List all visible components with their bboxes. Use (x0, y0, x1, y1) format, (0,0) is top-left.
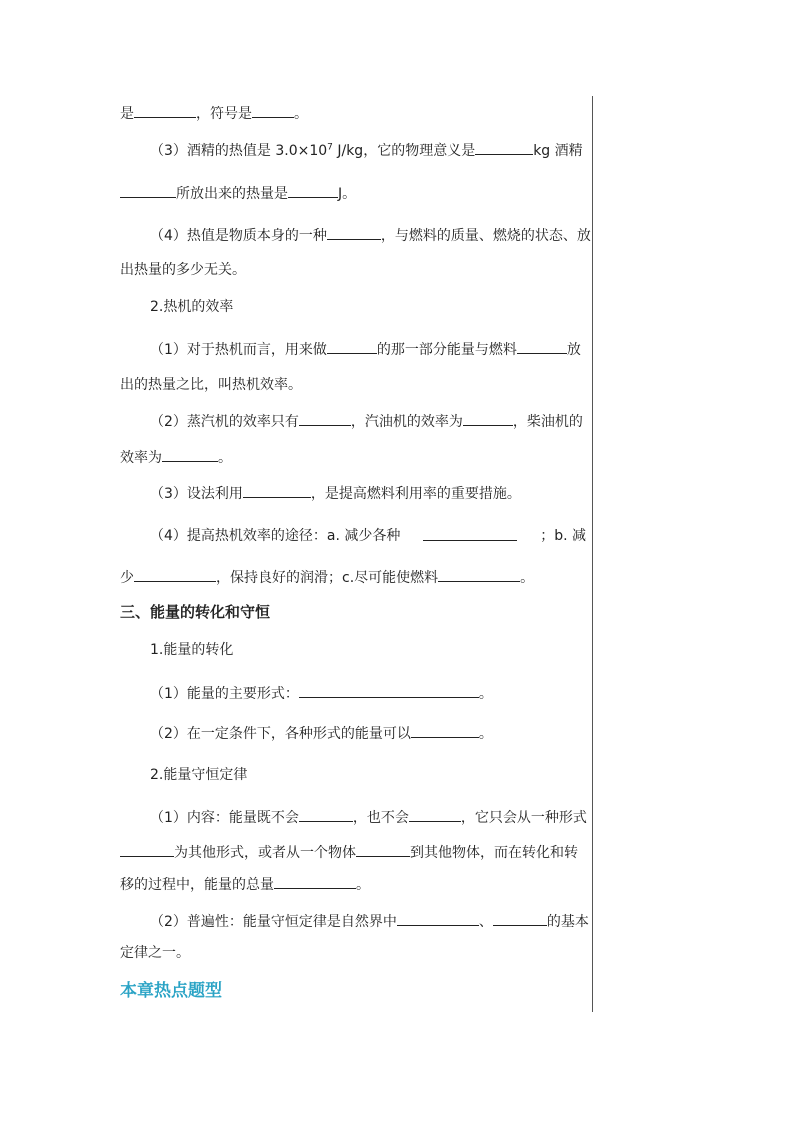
line-law-continued: 为其他形式，或者从一个物体 到其他物体，而在转化和转 (120, 843, 586, 862)
subheading-energy-conversion: 1.能量的转化 (150, 642, 234, 658)
blank[interactable] (327, 226, 381, 240)
blank[interactable] (252, 104, 294, 118)
blank[interactable] (288, 184, 338, 198)
blank[interactable] (120, 184, 176, 198)
blank[interactable] (517, 340, 567, 354)
section-heading-energy: 三、能量的转化和守恒 (120, 603, 271, 621)
blank[interactable] (327, 340, 377, 354)
blank[interactable] (423, 527, 517, 541)
item-engine-efficiencies: （2）蒸汽机的效率只有 ，汽油机的效率为 ，柴油机的 (150, 414, 583, 430)
line-symbol: 是 ，符号是 。 (120, 106, 308, 122)
blank[interactable] (274, 875, 356, 889)
blank[interactable] (356, 843, 410, 857)
item-utilization: （3）设法利用 ，是提高燃料利用率的重要措施。 (150, 486, 521, 502)
item-law-content: （1）内容：能量既不会 ，也不会 ，它只会从一种形式 (150, 810, 587, 826)
blank[interactable] (411, 724, 479, 738)
blank[interactable] (134, 104, 196, 118)
line-continuation: 出热量的多少无关。 (120, 262, 246, 278)
item-alcohol-heat-value: （3）酒精的热值是 $3.0\times 10^7$ J/kg，它的物理意义是 kg 酒精 (150, 142, 583, 159)
line-total-energy: 移的过程中，能量的总量 。 (120, 877, 370, 893)
blank[interactable] (409, 808, 461, 822)
blank[interactable] (162, 448, 218, 462)
line-diesel-efficiency: 效率为 。 (120, 450, 232, 466)
blank[interactable] (463, 412, 513, 426)
line-law-end: 定律之一。 (120, 945, 190, 961)
blank[interactable] (120, 843, 174, 857)
item-universality: （2）普遍性：能量守恒定律是自然界中 、 的基本 (150, 914, 589, 930)
section-heading-hot-topics: 本章热点题型 (120, 981, 222, 1001)
subheading-conservation-law: 2.能量守恒定律 (150, 767, 248, 783)
blank[interactable] (493, 912, 547, 926)
item-efficiency-definition: （1）对于热机而言，用来做 的那一部分能量与燃料 放 (150, 342, 581, 358)
blank[interactable] (397, 912, 479, 926)
blank[interactable] (299, 684, 479, 698)
blank[interactable] (475, 141, 533, 155)
line-improve-continued: 少 ，保持良好的润滑；c.尽可能使燃料 。 (120, 570, 535, 586)
blank[interactable] (243, 484, 311, 498)
item-energy-convertible: （2）在一定条件下，各种形式的能量可以 。 (150, 726, 493, 742)
item-improve-efficiency: （4）提高热机效率的途径：a. 减少各种 ；b. 减 (150, 528, 586, 544)
line-continuation: 出的热量之比，叫热机效率。 (120, 377, 302, 393)
blank[interactable] (299, 808, 353, 822)
blank[interactable] (299, 412, 351, 426)
blank[interactable] (134, 568, 216, 582)
subheading-engine-efficiency: 2.热机的效率 (150, 299, 234, 315)
item-energy-forms: （1）能量的主要形式： 。 (150, 686, 493, 702)
item-heat-value-property: （4）热值是物质本身的一种 ，与燃料的质量、燃烧的状态、放 (150, 228, 591, 244)
line-heat-released: 所放出来的热量是 J。 (120, 184, 586, 203)
blank[interactable] (438, 568, 520, 582)
